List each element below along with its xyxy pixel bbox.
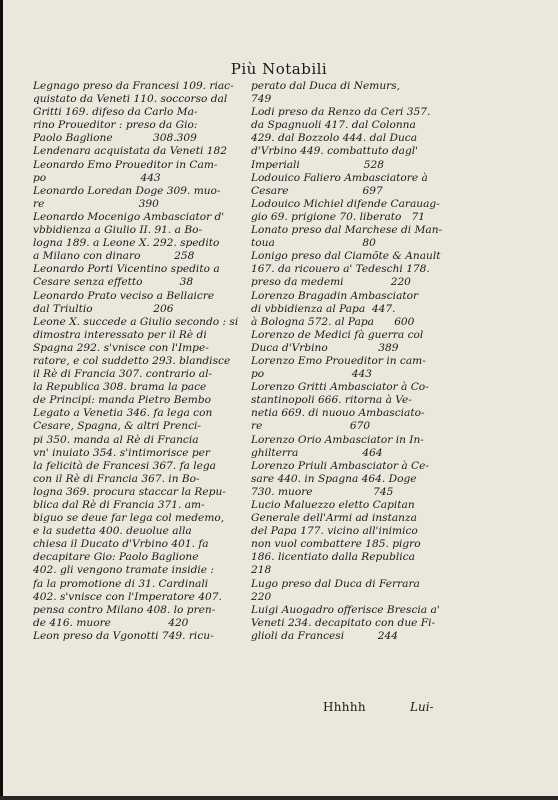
entry-line: pi 350. manda al Rè di Francia (33, 433, 199, 446)
entry-line: Lorenzo Emo Proueditor in cam- (251, 354, 426, 367)
index-entry (251, 198, 451, 224)
index-entry (33, 145, 247, 158)
entry-line: quistato da Veneti 110. soccorso dal (33, 93, 228, 106)
index-entry (251, 460, 451, 499)
index-entry (251, 381, 451, 433)
page-title: Più Notabili (230, 60, 328, 78)
entry-line: Spagna 292. s'vnisce con l'Impe- (33, 341, 209, 354)
entry-line: Lodouico Faliero Ambasciatore à (251, 171, 428, 184)
entry-line: Lorenzo Orio Ambasciator in In- (251, 433, 424, 446)
entry-line: e la sudetta 400. deuolue alla (33, 525, 192, 538)
index-entry (251, 329, 451, 355)
entry-line: chiesa il Ducato d'Vrbino 401. fa (33, 538, 209, 551)
entry-line: Lugo preso dal Duca di Ferrara (251, 577, 420, 590)
entry-line: netia 669. di nuouo Ambasciato- (251, 407, 425, 420)
entry-line: blica dal Rè di Francia 371. am- (33, 499, 205, 511)
entry-line: la Republica 308. brama la pace (33, 381, 207, 394)
entry-line: con il Rè di Francia 367. in Bo- (33, 472, 200, 485)
entry-line: Lorenzo Priuli Ambasciator à Ce- (251, 459, 430, 472)
entry-line: Cesare senza effetto 38 (33, 276, 194, 289)
entry-line: Leonardo Emo Proueditor in Cam- (33, 158, 218, 171)
index-entry (33, 159, 247, 185)
entry-line: à Bologna 572. al Papa 600 (251, 315, 415, 328)
entry-line: 730. muore 745 (251, 485, 394, 498)
entry-line: dimostra interessato per il Rè di (33, 328, 207, 341)
index-entry (251, 172, 451, 198)
catchword: Lui- (410, 700, 434, 714)
index-entry (33, 290, 247, 316)
entry-line: 186. licentiato dalla Republica (251, 551, 415, 564)
entry-line: biguo se deue far lega col medemo, (33, 512, 225, 525)
entry-line: 167. da ricouero a' Tedeschi 178. (251, 263, 430, 276)
index-entry (251, 250, 451, 289)
index-entry (251, 355, 451, 381)
signature-mark: Hhhhh (323, 700, 366, 714)
entry-line: re 670 (251, 420, 371, 433)
entry-line: di vbbidienza al Papa 447. (251, 302, 396, 315)
entry-line: perato dal Duca di Nemurs, (251, 80, 401, 92)
entry-line: 402. gli vengono tramate insidie : (33, 564, 214, 577)
entry-line: Leonardo Prato veciso a Bellaicre (33, 289, 215, 302)
index-entry (33, 185, 247, 211)
index-entry (251, 578, 451, 604)
entry-line: pensa contro Milano 408. lo pren- (33, 603, 216, 616)
entry-line: de Principi: manda Pietro Bembo (33, 394, 212, 407)
entry-line: rino Proueditor : preso da Gio: (33, 119, 198, 132)
index-entry (33, 263, 247, 289)
entry-line: 220 (251, 590, 272, 603)
entry-line: ratore, e col suddetto 293. blandisce (33, 354, 231, 367)
entry-line: Cesare, Spagna, & altri Prenci- (33, 420, 201, 433)
entry-line: a Milano con dinaro 258 (33, 250, 195, 263)
entry-line: Paolo Baglione 308.309 (33, 132, 197, 145)
entry-line: gio 69. prigione 70. liberato 71 (251, 210, 426, 223)
index-entry (251, 434, 451, 460)
entry-line: del Papa 177. vicino all'inimico (251, 525, 418, 538)
entry-line: sare 440. in Spagna 464. Doge (251, 472, 417, 485)
entry-line: Leonardo Loredan Doge 309. muo- (33, 184, 221, 197)
entry-line: Cesare 697 (251, 184, 383, 197)
entry-line: po 443 (251, 368, 372, 381)
entry-line: Lorenzo Bragadin Ambasciator (251, 289, 419, 302)
index-entry (251, 290, 451, 329)
entry-line: po 443 (33, 171, 161, 184)
entry-line: Luigi Auogadro offerisce Brescia a' (251, 603, 440, 616)
entry-line: logna 189. a Leone X. 292. spedito (33, 237, 220, 250)
entry-line: Duca d'Vrbino 389 (251, 341, 399, 354)
entry-line: la felicità de Francesi 367. fa lega (33, 459, 216, 472)
entry-line: 749 (251, 93, 272, 106)
entry-line: Lodouico Michiel difende Carauag- (251, 197, 440, 210)
entry-line: Lendenara acquistata da Veneti 182 (33, 145, 227, 158)
entry-line: decapitare Gio: Paolo Baglione (33, 551, 199, 564)
index-entry (33, 211, 247, 263)
index-column-right (251, 80, 451, 643)
entry-line: il Rè di Francia 307. contrario al- (33, 368, 213, 381)
entry-line: preso da medemi 220 (251, 276, 411, 289)
index-entry (33, 316, 247, 630)
scan-border-left (0, 0, 3, 800)
entry-line: vbbidienza a Giulio II. 91. a Bo- (33, 224, 203, 237)
entry-line: non vuol combattere 185. pigro (251, 538, 421, 551)
entry-line: dal Triultio 206 (33, 302, 174, 315)
entry-line: Leonardo Porti Vicentino spedito a (33, 263, 220, 276)
entry-line: re 390 (33, 197, 159, 210)
index-entry (251, 604, 451, 643)
entry-line: Legnago preso da Francesi 109. riac- (33, 80, 234, 92)
entry-line: stantinopoli 666. ritorna à Ve- (251, 394, 412, 407)
index-entry (251, 224, 451, 250)
entry-line: Lodi preso da Renzo da Ceri 357. (251, 106, 431, 119)
entry-line: Generale dell'Armi ad instanza (251, 512, 417, 525)
scan-border-bottom (0, 796, 558, 800)
entry-line: vn' inuiato 354. s'intimorisce per (33, 446, 210, 459)
index-entry (33, 80, 247, 145)
entry-line: 429. dal Bozzolo 444. dal Duca (251, 132, 418, 145)
index-entry (251, 106, 451, 171)
entry-line: ghilterra 464 (251, 446, 383, 459)
index-entry (251, 499, 451, 578)
entry-line: Leonardo Mocenigo Ambasciator d' (33, 210, 225, 223)
entry-line: da Spagnuoli 417. dal Colonna (251, 119, 416, 132)
index-entry (251, 80, 451, 106)
index-entry (33, 630, 247, 643)
entry-line: 218 (251, 564, 272, 577)
entry-line: Lorenzo de Medici fà guerra col (251, 328, 424, 341)
entry-line: Lonato preso dal Marchese di Man- (251, 224, 443, 237)
entry-line: Lorenzo Gritti Ambasciator à Co- (251, 381, 429, 394)
entry-line: fa la promotione di 31. Cardinali (33, 577, 209, 590)
entry-line: glioli da Francesi 244 (251, 629, 399, 642)
entry-line: Gritti 169. difeso da Carlo Ma- (33, 106, 198, 119)
entry-line: 402. s'vnisce con l'Imperatore 407. (33, 590, 222, 603)
entry-line: toua 80 (251, 237, 376, 250)
entry-line: Legato a Venetia 346. fa lega con (33, 407, 213, 420)
entry-line: d'Vrbino 449. combattuto dagl' (251, 145, 419, 158)
entry-line: Leon preso da Vgonotti 749. ricu- (33, 629, 214, 642)
entry-line: Leone X. succede a Giulio secondo : si (33, 315, 239, 328)
index-column-left (33, 80, 247, 643)
entry-line: Veneti 234. decapitato con due Fi- (251, 616, 436, 629)
entry-line: logna 369. procura staccar la Repu- (33, 485, 226, 498)
entry-line: de 416. muore 420 (33, 616, 189, 629)
entry-line: Imperiali 528 (251, 158, 385, 171)
entry-line: Lucio Maluezzo eletto Capitan (251, 499, 415, 511)
entry-line: Lonigo preso dal Ciamõte & Anault (251, 250, 441, 263)
